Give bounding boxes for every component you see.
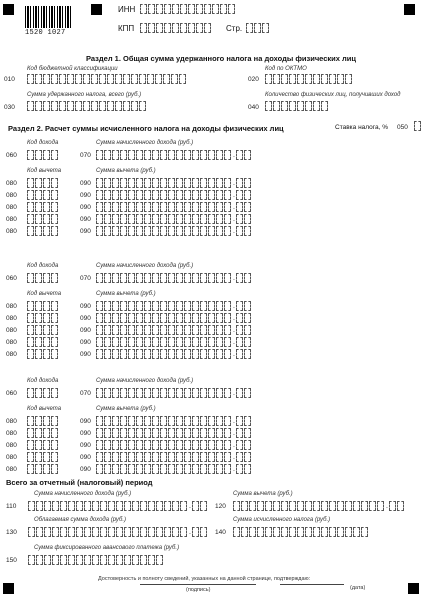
kpp-label: КПП [118,24,135,33]
income-sum-label: Сумма начисленного дохода (руб.) [96,263,194,269]
line-code-060: 060 [6,275,17,282]
line-code-090: 090 [80,339,91,346]
line-code-080: 080 [6,216,17,223]
signature-line[interactable] [140,584,256,585]
line-code-090: 090 [80,454,91,461]
inn-field[interactable] [140,4,236,14]
deduction-sum-label: Сумма вычета (руб.) [96,168,156,174]
line-code-090: 090 [80,442,91,449]
confirmation-text: Достоверность и полноту сведений, указанных на данной странице, подтверждаю: [98,576,311,582]
barcode-number: 1520 1027 [25,29,66,37]
total-income-label: Сумма начисленного дохода (руб.) [34,491,132,497]
deduction-code-field[interactable] [27,202,59,212]
line-code-070: 070 [80,275,91,282]
deduction-code-field[interactable] [27,178,59,188]
deduction-code-field[interactable] [27,214,59,224]
deduction-sum-field[interactable]: . [96,416,252,426]
line-code-080: 080 [6,418,17,425]
persons-field[interactable] [265,101,329,111]
page-number-field[interactable] [246,23,270,33]
deduction-sum-field[interactable]: . [96,428,252,438]
taxbase-label: Облагаемая сумма дохода (руб.) [34,517,127,523]
tax-rate-label: Ставка налога, % [335,124,388,131]
taxbase-field[interactable]: . [28,527,208,537]
income-code-field[interactable] [27,150,59,160]
corner-marker [3,583,14,594]
deduction-sum-field[interactable]: . [96,202,252,212]
income-code-label: Код дохода [27,378,59,384]
deduction-code-field[interactable] [27,349,59,359]
income-sum-field[interactable]: . [96,273,252,283]
deduction-code-field[interactable] [27,464,59,474]
corner-marker [408,583,419,594]
line-code-080: 080 [6,430,17,437]
budget-code-field[interactable] [27,74,187,84]
deduction-sum-label: Сумма вычета (руб.) [96,291,156,297]
corner-marker [91,4,102,15]
barcode [25,6,73,28]
budget-code-label: Код бюджетной классификации [27,66,118,72]
line-code-010: 010 [4,76,15,83]
line-code-020: 020 [248,76,259,83]
deduction-code-label: Код вычета [27,406,62,412]
line-code-030: 030 [4,104,15,111]
persons-label: Количество физических лиц, получивших доход [265,92,401,98]
section1-title: Раздел 1. Общая сумма удержанного налога на доходы физических лиц [86,54,357,63]
deduction-code-label: Код вычета [27,168,62,174]
line-code-080: 080 [6,339,17,346]
oktmo-label: Код по ОКТМО [265,66,307,72]
line-code-080: 080 [6,315,17,322]
fixed-payment-label: Сумма фиксированного авансового платежа (руб.) [34,545,180,551]
line-code-090: 090 [80,327,91,334]
line-code-080: 080 [6,228,17,235]
line-code-090: 090 [80,351,91,358]
line-code-150: 150 [6,557,17,564]
deduction-sum-field[interactable]: . [96,301,252,311]
withheld-label: Сумма удержанного налога, всего (руб.) [27,92,142,98]
total-deduction-field[interactable]: . [233,501,405,511]
line-code-080: 080 [6,192,17,199]
line-code-060: 060 [6,152,17,159]
deduction-sum-field[interactable]: . [96,214,252,224]
tax-rate-field[interactable] [414,121,422,131]
section2-title: Раздел 2. Расчет суммы исчисленного налога на доходы физических лиц [8,124,284,133]
page-label: Стр. [226,24,243,33]
deduction-code-field[interactable] [27,226,59,236]
deduction-sum-field[interactable]: . [96,349,252,359]
income-sum-field[interactable]: . [96,388,252,398]
line-code-120: 120 [215,503,226,510]
income-code-field[interactable] [27,273,59,283]
deduction-code-field[interactable] [27,440,59,450]
deduction-sum-field[interactable]: . [96,464,252,474]
deduction-code-field[interactable] [27,301,59,311]
fixed-payment-field[interactable] [28,555,164,565]
deduction-code-field[interactable] [27,337,59,347]
deduction-sum-field[interactable]: . [96,178,252,188]
line-code-110: 110 [6,503,17,510]
total-deduction-label: Сумма вычета (руб.) [233,491,293,497]
deduction-code-field[interactable] [27,313,59,323]
deduction-code-field[interactable] [27,325,59,335]
line-code-080: 080 [6,180,17,187]
income-code-label: Код дохода [27,263,59,269]
line-code-090: 090 [80,216,91,223]
kpp-field[interactable] [140,23,212,33]
line-code-050: 050 [397,124,408,131]
deduction-sum-field[interactable]: . [96,190,252,200]
line-code-090: 090 [80,466,91,473]
line-code-090: 090 [80,315,91,322]
deduction-code-field[interactable] [27,452,59,462]
computed-tax-field[interactable] [233,527,369,537]
deduction-sum-field[interactable]: . [96,325,252,335]
line-code-090: 090 [80,418,91,425]
computed-tax-label: Сумма исчисленного налога (руб.) [233,517,331,523]
deduction-code-field[interactable] [27,416,59,426]
withheld-field[interactable] [27,101,147,111]
income-sum-label: Сумма начисленного дохода (руб.) [96,378,194,384]
corner-marker [3,4,14,15]
deduction-sum-label: Сумма вычета (руб.) [96,406,156,412]
income-code-field[interactable] [27,388,59,398]
line-code-080: 080 [6,454,17,461]
deduction-code-field[interactable] [27,428,59,438]
line-code-060: 060 [6,390,17,397]
line-code-090: 090 [80,430,91,437]
totals-title: Всего за отчетный (налоговый) период [6,478,153,487]
line-code-040: 040 [248,104,259,111]
line-code-090: 090 [80,192,91,199]
date-line[interactable] [280,584,344,585]
total-income-field[interactable]: . [28,501,208,511]
deduction-code-label: Код вычета [27,291,62,297]
deduction-code-field[interactable] [27,190,59,200]
deduction-sum-field[interactable]: . [96,337,252,347]
inn-label: ИНН [118,5,136,14]
income-code-label: Код дохода [27,140,59,146]
income-sum-label: Сумма начисленного дохода (руб.) [96,140,194,146]
line-code-080: 080 [6,466,17,473]
line-code-080: 080 [6,351,17,358]
deduction-sum-field[interactable]: . [96,440,252,450]
line-code-080: 080 [6,303,17,310]
deduction-sum-field[interactable]: . [96,313,252,323]
line-code-130: 130 [6,529,17,536]
income-sum-field[interactable]: . [96,150,252,160]
oktmo-field[interactable] [265,74,353,84]
line-code-140: 140 [215,529,226,536]
signature-label: (подпись) [186,587,211,593]
date-label: (дата) [350,585,366,591]
line-code-080: 080 [6,204,17,211]
line-code-090: 090 [80,180,91,187]
corner-marker [404,4,415,15]
line-code-080: 080 [6,327,17,334]
deduction-sum-field[interactable]: . [96,452,252,462]
line-code-080: 080 [6,442,17,449]
line-code-090: 090 [80,204,91,211]
deduction-sum-field[interactable]: . [96,226,252,236]
line-code-090: 090 [80,228,91,235]
line-code-070: 070 [80,152,91,159]
line-code-090: 090 [80,303,91,310]
line-code-070: 070 [80,390,91,397]
